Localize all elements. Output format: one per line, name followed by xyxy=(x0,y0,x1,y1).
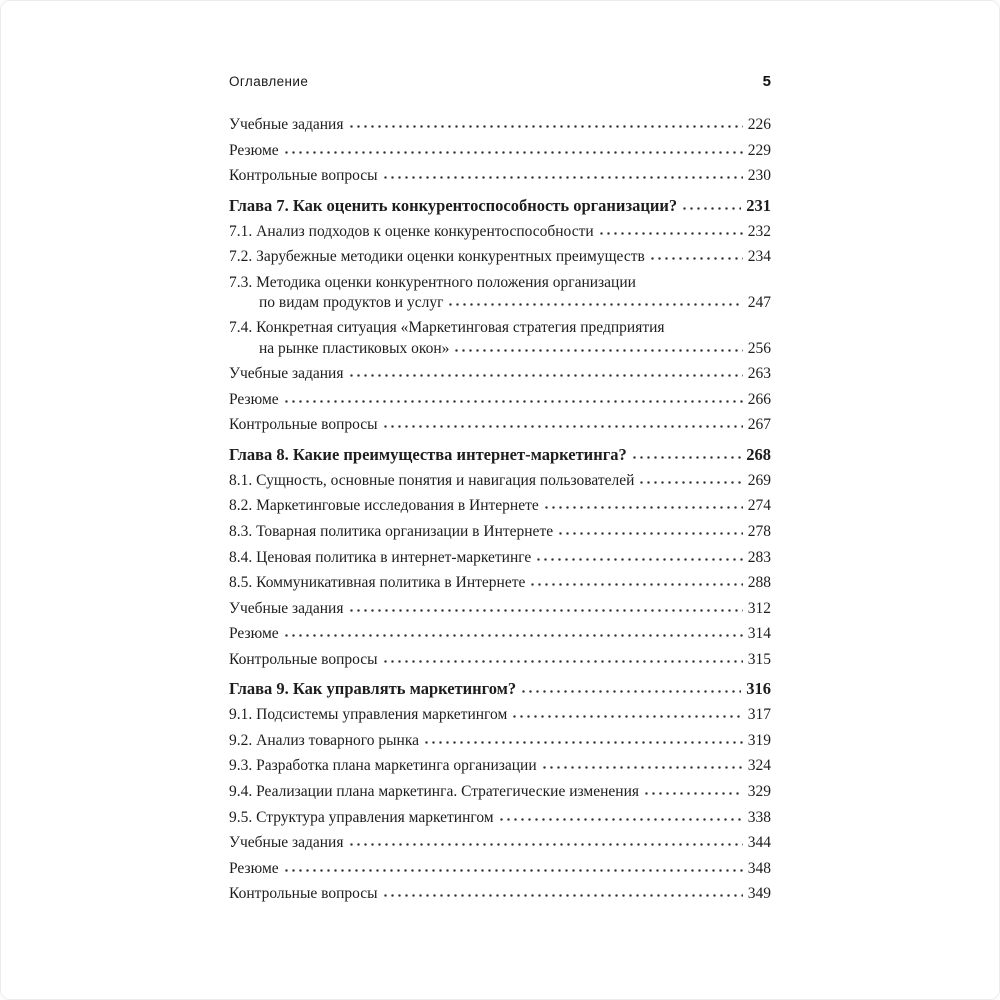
toc-entry-page: 316 xyxy=(746,679,771,699)
dot-leader xyxy=(382,424,743,429)
dot-leader xyxy=(631,455,742,460)
toc-entry xyxy=(229,523,771,542)
dot-leader xyxy=(535,557,742,562)
toc-entry-page: 269 xyxy=(747,471,771,489)
dot-leader xyxy=(681,206,741,211)
toc-entry xyxy=(229,142,771,161)
dot-leader xyxy=(453,348,742,353)
page-header xyxy=(229,73,771,90)
dot-leader xyxy=(638,480,742,485)
toc-entry xyxy=(229,416,771,435)
toc-entry-page: 274 xyxy=(747,497,771,515)
toc-entry-page: 256 xyxy=(747,339,771,357)
dot-leader xyxy=(283,633,743,638)
toc-entry-title: 7.1. Анализ подходов к оценке конкурентоспособности xyxy=(229,222,594,240)
toc-entry-title: 9.5. Структура управления маркетингом xyxy=(229,808,494,826)
toc-entry xyxy=(229,319,771,358)
running-header: Оглавление xyxy=(229,74,309,89)
toc-chapter-entry xyxy=(229,196,771,216)
dot-leader xyxy=(529,582,742,587)
dot-leader xyxy=(498,817,743,822)
toc-entry xyxy=(229,860,771,879)
toc-entry xyxy=(229,834,771,853)
dot-leader xyxy=(598,231,743,236)
toc-entry-title: 8.2. Маркетинговые исследования в Интернете xyxy=(229,497,539,515)
toc-entry-page: 349 xyxy=(747,885,771,903)
toc-entry xyxy=(229,809,771,828)
toc-entry-title: Контрольные вопросы xyxy=(229,650,378,668)
toc-entry-page: 230 xyxy=(747,167,771,185)
toc-entry-page: 268 xyxy=(746,444,771,464)
toc-entry-page: 278 xyxy=(747,522,771,540)
dot-leader xyxy=(511,714,742,719)
toc-entry-title-line2: на рынке пластиковых окон» xyxy=(259,339,450,357)
toc-entry-page: 344 xyxy=(747,834,771,852)
dot-leader xyxy=(348,842,743,847)
dot-leader xyxy=(643,791,743,796)
toc-entry-title: 8.3. Товарная политика организации в Интернете xyxy=(229,522,554,540)
toc-entry-page: 283 xyxy=(747,548,771,566)
dot-leader xyxy=(649,256,743,261)
toc-entry-title: Учебные задания xyxy=(229,834,344,852)
toc-entry xyxy=(229,885,771,904)
toc-entry xyxy=(229,248,771,267)
dot-leader xyxy=(348,608,743,613)
toc-entry xyxy=(229,549,771,568)
dot-leader xyxy=(543,505,743,510)
toc-entry xyxy=(229,651,771,670)
toc-entry-title: Глава 7. Как оценить конкурентоспособность организации? xyxy=(229,195,678,215)
toc-entry xyxy=(229,274,771,313)
toc-entry-title: Учебные задания xyxy=(229,365,344,383)
toc-entry-line2 xyxy=(229,294,771,313)
toc-entry-page: 315 xyxy=(747,650,771,668)
toc-entry-title: 8.1. Сущность, основные понятия и навигация пользователей xyxy=(229,471,635,489)
toc-entry-title: Резюме xyxy=(229,390,279,408)
dot-leader xyxy=(382,659,743,664)
dot-leader xyxy=(447,302,742,307)
toc-entry xyxy=(229,625,771,644)
toc-entry-page: 324 xyxy=(747,757,771,775)
dot-leader xyxy=(520,689,741,694)
page-number: 5 xyxy=(762,73,771,90)
toc-entry xyxy=(229,223,771,242)
dot-leader xyxy=(283,868,743,873)
toc-entry-title: Контрольные вопросы xyxy=(229,167,378,185)
toc-entry-title-line1: 7.4. Конкретная ситуация «Маркетинговая стратегия предприятия xyxy=(229,319,665,337)
toc-chapter-entry xyxy=(229,679,771,699)
toc-entry-title: Учебные задания xyxy=(229,599,344,617)
toc-entry-title: 9.1. Подсистемы управления маркетингом xyxy=(229,706,508,724)
toc-entry-title: Контрольные вопросы xyxy=(229,416,378,434)
toc-entry-page: 348 xyxy=(747,859,771,877)
toc-entry-title: Учебные задания xyxy=(229,116,344,133)
dot-leader xyxy=(541,765,743,770)
toc-entry xyxy=(229,167,771,186)
dot-leader xyxy=(557,531,743,536)
toc-entry xyxy=(229,574,771,593)
toc-entry-page: 263 xyxy=(747,365,771,383)
toc-entry-page: 226 xyxy=(747,116,771,133)
toc-entry-title: 8.4. Ценовая политика в интернет-маркетинге xyxy=(229,548,532,566)
toc-entry xyxy=(229,706,771,725)
toc-entry-page: 338 xyxy=(747,808,771,826)
dot-leader xyxy=(423,740,743,745)
toc-entry xyxy=(229,600,771,619)
toc-entry xyxy=(229,783,771,802)
toc-entry-title: Резюме xyxy=(229,859,279,877)
toc-entry-title-line2: по видам продуктов и услуг xyxy=(259,293,444,311)
toc-entry-title: Глава 9. Как управлять маркетингом? xyxy=(229,679,517,699)
toc-entry-page: 234 xyxy=(747,248,771,266)
toc-entry xyxy=(229,757,771,776)
toc-entry-page: 314 xyxy=(747,625,771,643)
toc-entry-page: 229 xyxy=(747,141,771,159)
toc-entry xyxy=(229,497,771,516)
toc-entry-page: 247 xyxy=(747,293,771,311)
toc-entry-title: Резюме xyxy=(229,625,279,643)
toc-entry-title: Глава 8. Какие преимущества интернет-маркетинга? xyxy=(229,444,627,464)
toc-entry-page: 267 xyxy=(747,416,771,434)
toc-entry-page: 232 xyxy=(747,222,771,240)
toc-entry-page: 288 xyxy=(747,574,771,592)
dot-leader xyxy=(382,893,743,898)
dot-leader xyxy=(283,150,743,155)
toc-entry-title: 9.4. Реализации плана маркетинга. Стратегические изменения xyxy=(229,783,640,801)
toc-entry xyxy=(229,116,771,135)
toc-entry-page: 317 xyxy=(747,706,771,724)
toc-entry-title: 8.5. Коммуникативная политика в Интернете xyxy=(229,574,526,592)
toc-entry-title: 9.3. Разработка плана маркетинга организации xyxy=(229,757,537,775)
toc-entry xyxy=(229,391,771,410)
toc-entry-line2 xyxy=(229,340,771,359)
toc-entry-page: 266 xyxy=(747,390,771,408)
toc-chapter-entry xyxy=(229,445,771,465)
toc-entry-title: 7.2. Зарубежные методики оценки конкурентных преимуществ xyxy=(229,248,645,266)
toc-entry xyxy=(229,472,771,491)
toc-entry-page: 231 xyxy=(746,195,771,215)
toc-entry-title: 9.2. Анализ товарного рынка xyxy=(229,731,419,749)
table-of-contents xyxy=(229,116,771,904)
dot-leader xyxy=(348,373,743,378)
toc-entry-page: 319 xyxy=(747,731,771,749)
dot-leader xyxy=(348,124,743,129)
toc-entry xyxy=(229,365,771,384)
toc-entry-title-line1: 7.3. Методика оценки конкурентного положения организации xyxy=(229,273,636,291)
toc-entry-page: 329 xyxy=(747,783,771,801)
toc-entry-title: Контрольные вопросы xyxy=(229,885,378,903)
toc-entry xyxy=(229,732,771,751)
toc-entry-page: 312 xyxy=(747,599,771,617)
dot-leader xyxy=(283,399,743,404)
dot-leader xyxy=(382,175,743,180)
toc-entry-title: Резюме xyxy=(229,141,279,159)
